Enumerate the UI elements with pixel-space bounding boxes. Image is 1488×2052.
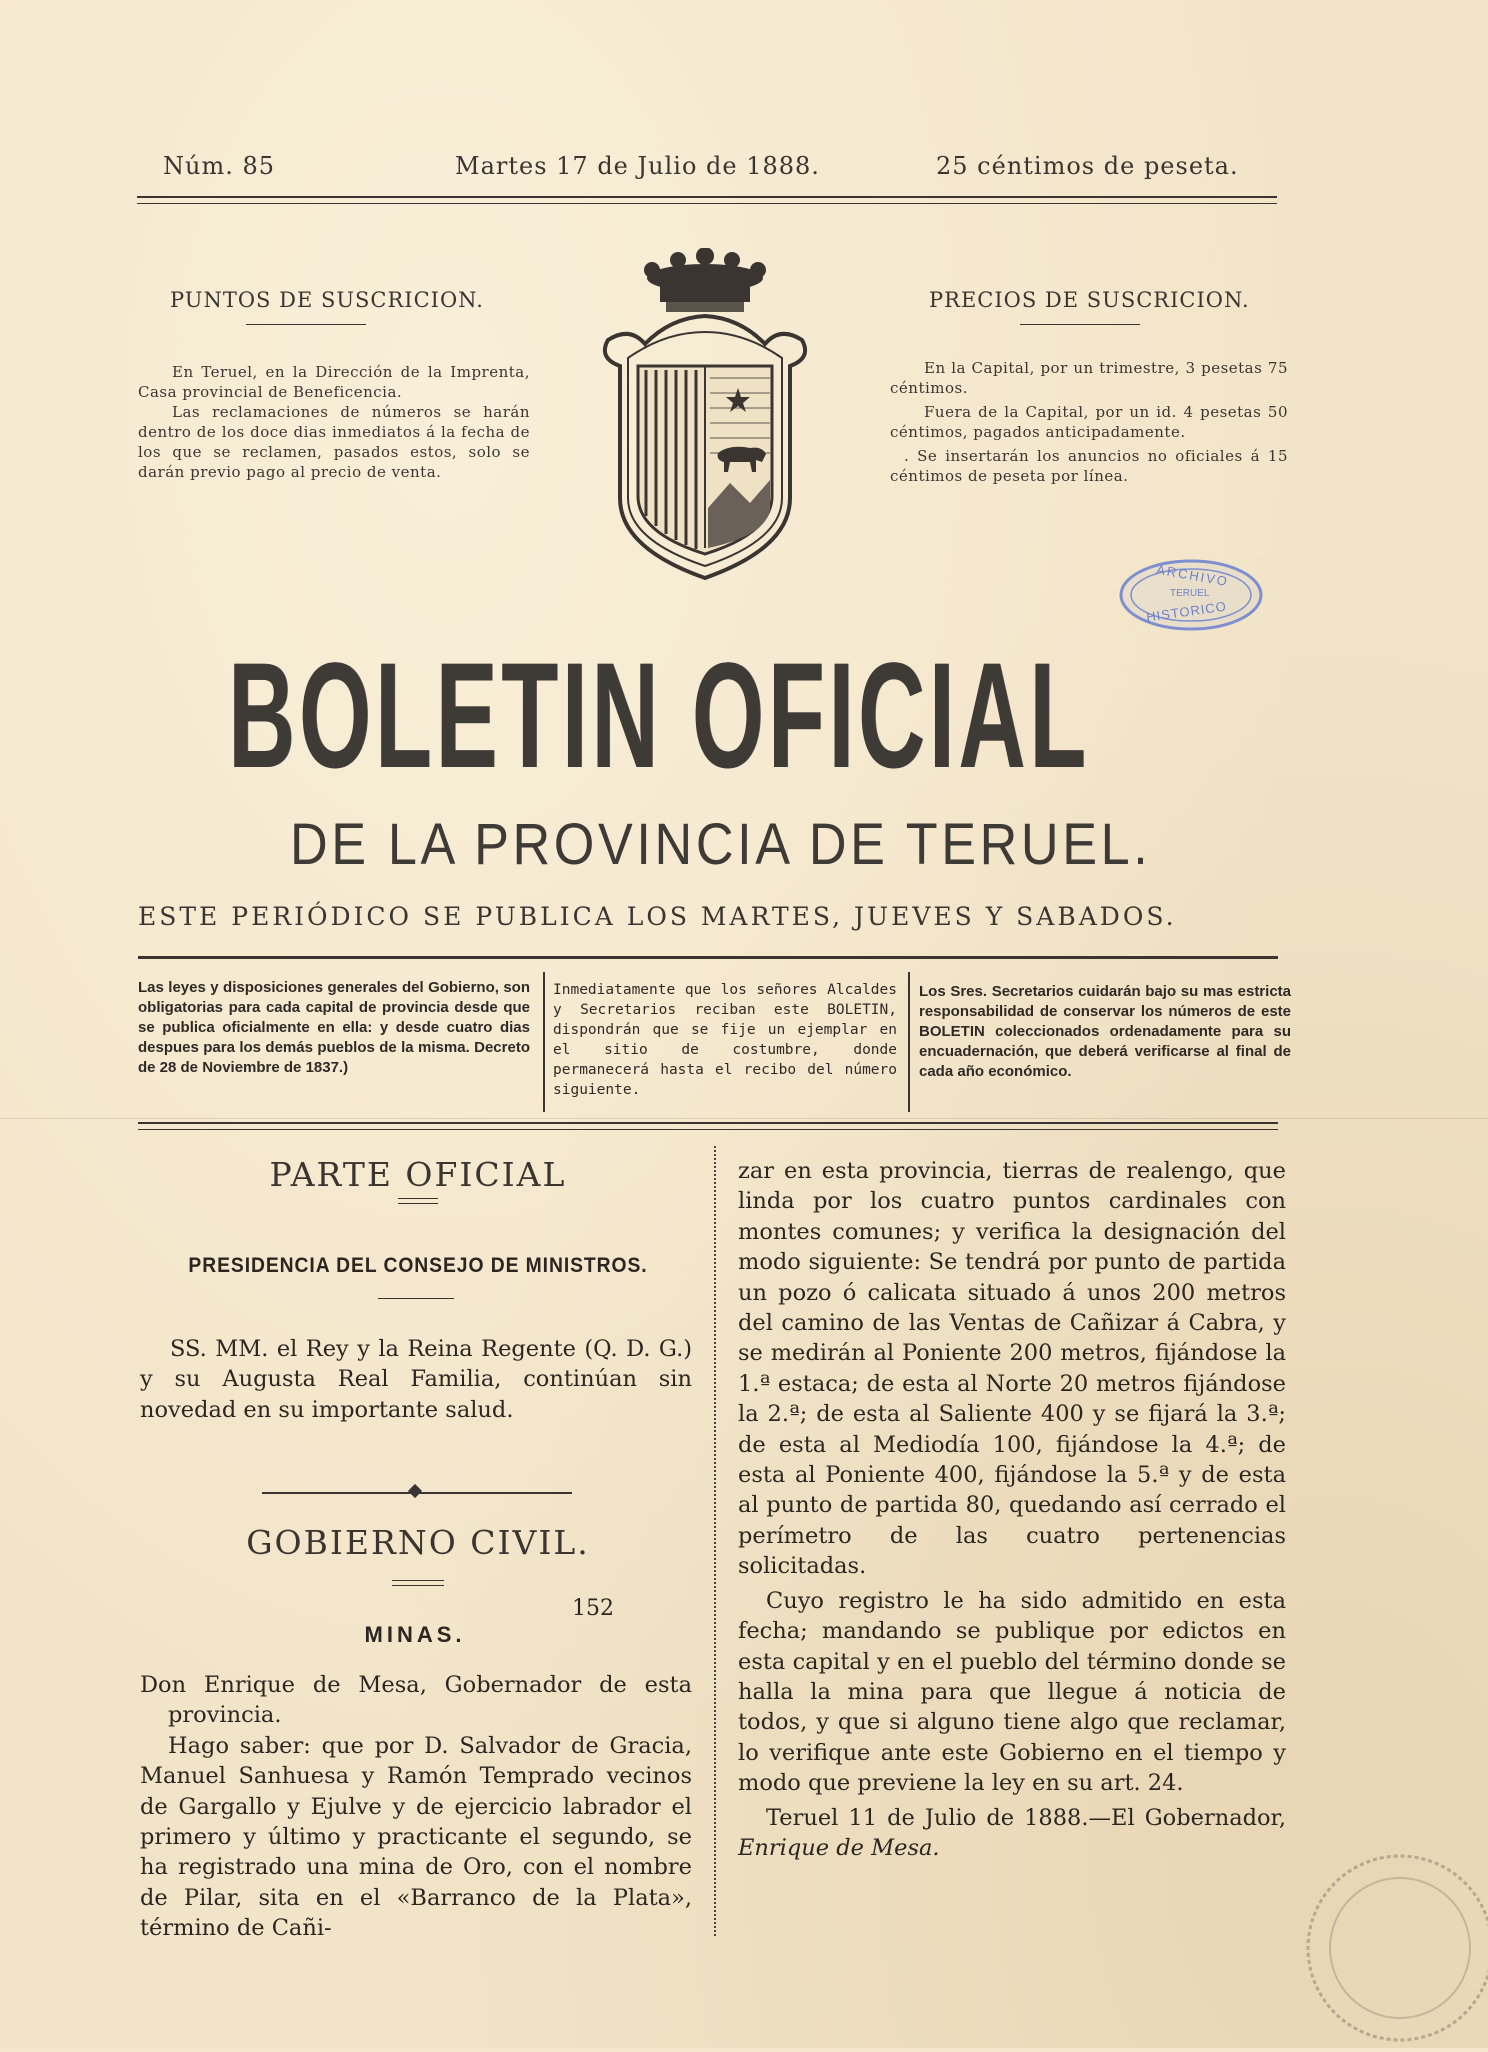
prices-capital: En la Capital, por un trimestre, 3 pesetas 75 céntimos.	[890, 359, 1288, 397]
right-body-p3	[738, 1803, 1286, 1864]
right-body-p1: zar en esta provincia, tierras de realengo, que linda por los cuatro puntos cardinales con montes comunes; y verifica la designación del modo siguiente: Se tendrá por punto de partida un pozo ó calicata situado á unos 200 metros del camino de las Ventas de Cañizar á Cabra, y se medirán al Poniente 200 metros, fijándose la 1.ª estaca; de esta al Norte 20 metros fijándose la 2.ª; de esta al Saliente 400 y se fijará la 3.ª; de esta al Mediodía 100, fijándose la 4.ª; de esta al Poniente 400, fijándose la 5.ª y de esta al punto de partida 80, quedando así cerrado el perímetro de las cuatro pertenencias solicitadas.	[738, 1158, 1286, 1580]
governor-signature: Enrique de Mesa.	[738, 1834, 940, 1861]
stamp-line1: ARCHIVO	[1155, 561, 1230, 590]
parte-oficial-ornament	[398, 1198, 438, 1204]
masthead-tagline: ESTE PERIÓDICO SE PUBLICA LOS MARTES, JUEVES Y SABADOS.	[138, 902, 1177, 931]
right-body-p2: Cuyo registro le ha sido admitido en esta fecha; mandando se publique por edictos en esta capital y en el pueblo del término donde se halla la mina para que llegue á noticia de todos, y que si alguno tiene algo que reclamar, lo verifique ante este Gobierno en el tiempo y modo que previene la ley en su art. 24.	[738, 1587, 1286, 1797]
presidencia-title: PRESIDENCIA DEL CONSEJO DE MINISTROS.	[188, 1254, 648, 1277]
gobierno-civil-title: GOBIERNO CIVIL.	[246, 1523, 590, 1562]
notice-divider-2	[908, 972, 910, 1112]
left-body-p2: Hago saber: que por D. Salvador de Gracia, Manuel Sanhuesa y Ramón Temprado vecinos de Gargallo y Ejulve y de ejercicio labrador el primero y último y practicante el segundo, se ha registrado una mina de Oro, con el nombre de Pilar, sita en el «Barranco de la Plata», término de Cañi-	[140, 1732, 692, 1942]
left-body	[140, 1670, 692, 1944]
page-fold	[0, 1118, 1488, 1119]
notice-left: Las leyes y disposiciones generales del Gobierno, son obligatorias para cada capital de provincia desde que se publica oficialmente en ella: y desde cuatro dias despues para los demás pueblos de la misma. Decreto de 28 de Noviembre de 1837.)	[138, 979, 530, 1076]
issue-price: 25 céntimos de peseta.	[936, 152, 1239, 180]
parte-oficial-title: PARTE OFICIAL	[269, 1155, 567, 1194]
issue-number: Núm. 85	[163, 152, 276, 180]
faded-seal-icon	[1290, 1838, 1488, 2048]
coat-of-arms	[580, 248, 830, 588]
prices-title-rule	[1020, 324, 1140, 325]
masthead-subtitle: DE LA PROVINCIA DE TERUEL.	[290, 812, 1152, 877]
notice-right: Los Sres. Secretarios cuidarán bajo su mas estricta responsabilidad de conservar los números de este BOLETIN coleccionados ordenadamente para su encuadernación, que deberá verificarse al final de cada año económico.	[919, 983, 1291, 1080]
points-title-rule	[246, 324, 366, 325]
column-divider	[714, 1146, 716, 1936]
presidencia-ornament	[378, 1298, 454, 1299]
notice-middle: Inmediatamente que los señores Alcaldes y Secretarios reciban este BOLETIN, dispondrán que se fije un ejemplar en el sitio de costumbre, donde permanecerá hasta el recibo del número siguiente.	[553, 982, 897, 1098]
issue-date: Martes 17 de Julio de 1888.	[455, 152, 820, 180]
prices-outside: Fuera de la Capital, por un id. 4 pesetas 50 céntimos, pagados anticipadamente.	[890, 403, 1288, 441]
left-body-p1: Don Enrique de Mesa, Gobernador de esta provincia.	[140, 1672, 692, 1729]
header-rule	[137, 196, 1277, 204]
coat-of-arms-icon	[580, 248, 830, 588]
archive-stamp	[1118, 558, 1264, 632]
prices-title: PRECIOS DE SUSCRICION.	[929, 288, 1250, 312]
notices-top-rule	[138, 956, 1278, 959]
points-text: En Teruel, en la Dirección de la Imprenta, Casa provincial de Beneficencia.	[138, 363, 530, 401]
points-claims: Las reclamaciones de números se harán dentro de los doce dias inmediatos á la fecha de los que se reclamen, pasados estos, solo se darán previo pago al precio de venta.	[138, 403, 530, 481]
gobierno-civil-ornament	[392, 1580, 444, 1586]
right-body-p3-text: Teruel 11 de Julio de 1888.—El Gobernador,	[766, 1804, 1286, 1831]
faded-seal	[1290, 1838, 1488, 2048]
presidencia-text: SS. MM. el Rey y la Reina Regente (Q. D. G.) y su Augusta Real Familia, continúan sin novedad en su importante salud.	[140, 1336, 692, 1423]
prices-ads: . Se insertarán los anuncios no oficiales á 15 céntimos de peseta por línea.	[890, 447, 1288, 485]
points-title: PUNTOS DE SUSCRICION.	[170, 288, 484, 312]
section-divider-diamond	[408, 1484, 422, 1498]
prices-block	[890, 358, 1288, 486]
minas-title: MINAS.	[364, 1622, 466, 1647]
points-block	[138, 362, 530, 482]
notices-bottom-rule	[138, 1122, 1278, 1130]
item-number: 152	[572, 1596, 614, 1621]
presidencia-text-block	[140, 1334, 692, 1425]
stamp-line3: HISTORICO	[1145, 598, 1228, 625]
stamp-line2: TERUEL	[1170, 588, 1210, 599]
right-body	[738, 1156, 1286, 1863]
notice-divider-1	[543, 972, 545, 1112]
masthead-title: BOLETIN OFICIAL	[228, 631, 1090, 799]
